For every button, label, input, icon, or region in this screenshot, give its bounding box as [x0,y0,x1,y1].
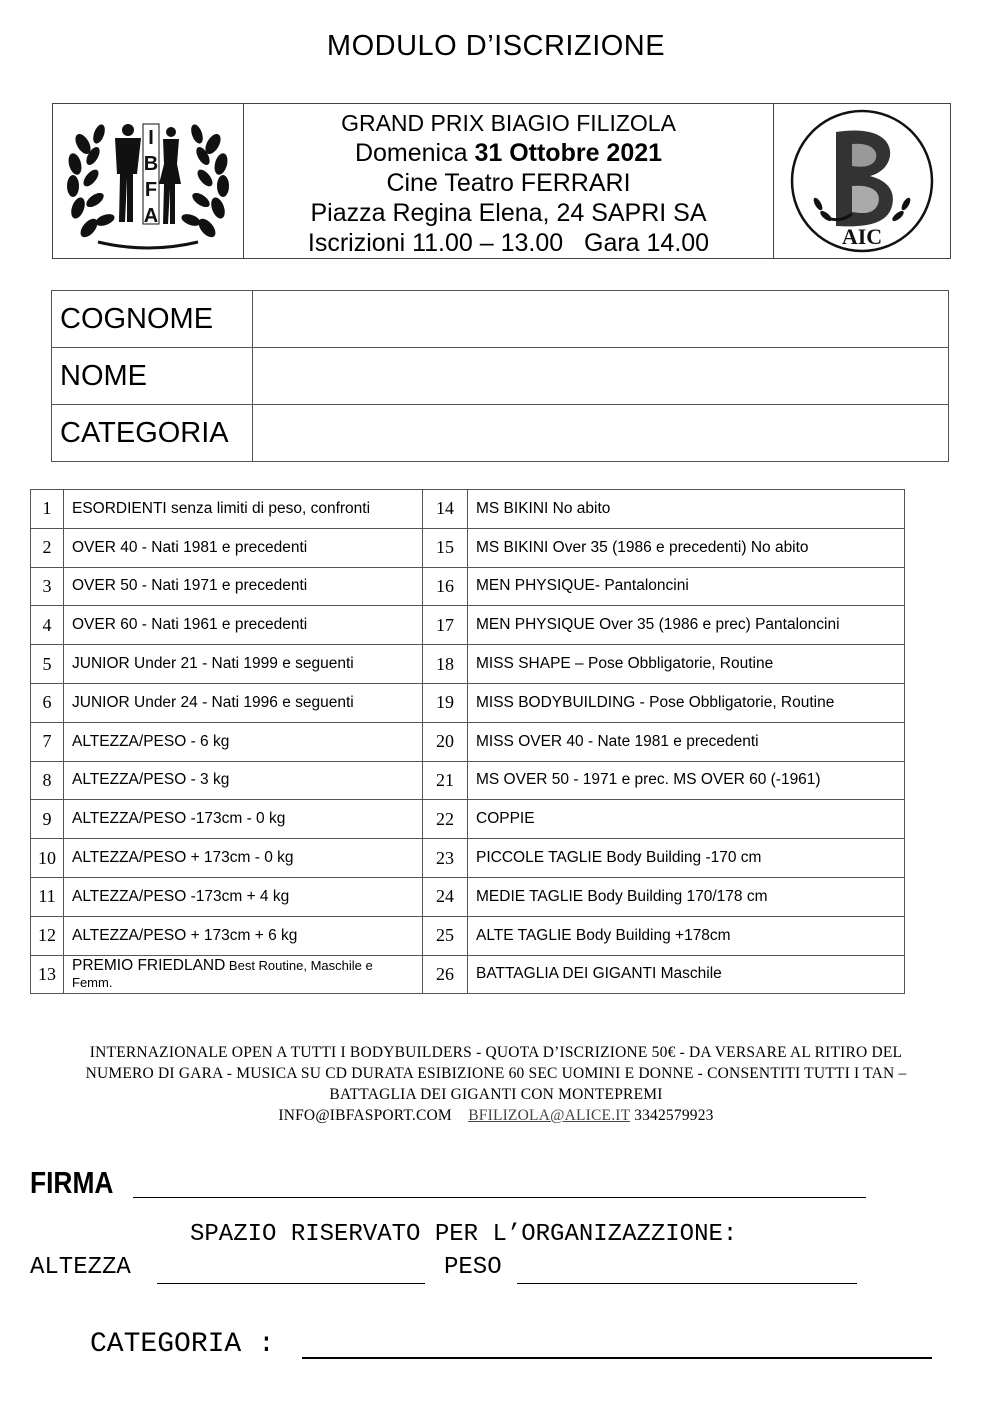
event-header [52,103,951,259]
category-row [31,761,905,800]
category-name: MISS BODYBUILDING - Pose Obbligatorie, Routine [468,683,905,722]
categoria-field[interactable] [253,405,949,462]
category-name: ALTEZZA/PESO - 6 kg [64,722,423,761]
category-number: 5 [31,645,64,684]
category-row [31,683,905,722]
logo-letter: F [144,179,158,201]
logo-letter: A [143,205,159,227]
categories-table [30,489,905,994]
category-name: OVER 50 - Nati 1971 e precedenti [64,567,423,606]
info-line: NUMERO DI GARA - MUSICA SU CD DURATA ESIBIZIONE 60 SEC UOMINI E DONNE - CONSENTITI TUTTI I TAN – [85,1065,907,1082]
category-number: 23 [423,839,468,878]
category-number: 19 [423,683,468,722]
category-number: 6 [31,683,64,722]
page-title: MODULO D’ISCRIZIONE [326,30,666,62]
organization-label: SPAZIO RISERVATO PER L’ORGANIZAZZIONE: [190,1221,738,1248]
field-row-cognome [52,291,949,348]
categoria-org-label: CATEGORIA : [90,1329,275,1360]
category-number: 24 [423,877,468,916]
categoria-label: CATEGORIA [52,405,253,462]
aic-logo-text: AIC [841,224,883,249]
nome-field[interactable] [253,348,949,405]
category-number: 26 [423,955,468,994]
category-number: 15 [423,528,468,567]
event-info [244,104,774,258]
event-address: Piazza Regina Elena, 24 SAPRI SA [310,199,707,227]
category-number: 10 [31,839,64,878]
categoria-org-field-line[interactable] [302,1357,932,1359]
info-line: INTERNAZIONALE OPEN A TUTTI I BODYBUILDERS - QUOTA D’ISCRIZIONE 50€ - DA VERSARE AL RITIRO DEL [89,1044,903,1061]
event-date-bold: 31 Ottobre 2021 [474,139,663,167]
category-name: PICCOLE TAGLIE Body Building -170 cm [468,839,905,878]
category-name: MS OVER 50 - 1971 e prec. MS OVER 60 (-1961) [468,761,905,800]
category-name: MEN PHYSIQUE- Pantaloncini [468,567,905,606]
event-date [244,138,773,168]
cognome-field[interactable] [253,291,949,348]
category-number: 14 [423,490,468,529]
category-number: 13 [31,955,64,994]
aic-logo [774,104,950,258]
email-filizola-link[interactable]: BFILIZOLA@ALICE.IT [468,1107,631,1124]
category-number: 17 [423,606,468,645]
category-row [31,800,905,839]
category-name: MS BIKINI Over 35 (1986 e precedenti) No abito [468,528,905,567]
category-name: JUNIOR Under 24 - Nati 1996 e seguenti [64,683,423,722]
info-line: BATTAGLIA DEI GIGANTI CON MONTEPREMI [329,1086,663,1103]
logo-letter: I [148,127,154,149]
firma-label: FIRMA [30,1165,114,1200]
category-number: 16 [423,567,468,606]
event-schedule: Iscrizioni 11.00 – 13.00 Gara 14.00 [307,229,710,257]
category-number: 7 [31,722,64,761]
category-name: ESORDIENTI senza limiti di peso, confronti [64,490,423,529]
category-name: ALTEZZA/PESO + 173cm + 6 kg [64,916,423,955]
category-name-main: PREMIO FRIEDLAND [72,957,226,975]
category-number: 21 [423,761,468,800]
category-name: MEDIE TAGLIE Body Building 170/178 cm [468,877,905,916]
ibfa-laurel-logo-icon [53,104,243,258]
category-row [31,955,905,994]
category-number: 18 [423,645,468,684]
category-name: BATTAGLIA DEI GIGANTI Maschile [468,955,905,994]
logo-letter: B [143,153,159,175]
category-row [31,916,905,955]
aic-seal-logo-icon [774,104,950,258]
category-name: ALTEZZA/PESO -173cm - 0 kg [64,800,423,839]
info-text [40,1042,952,1126]
category-number: 3 [31,567,64,606]
category-name: JUNIOR Under 21 - Nati 1999 e seguenti [64,645,423,684]
category-row [31,606,905,645]
category-name [64,955,423,994]
category-number: 9 [31,800,64,839]
category-number: 12 [31,916,64,955]
event-name: GRAND PRIX BIAGIO FILIZOLA [341,110,676,136]
altezza-field-line[interactable] [157,1283,425,1284]
category-row [31,722,905,761]
category-name: MS BIKINI No abito [468,490,905,529]
category-row [31,877,905,916]
category-number: 11 [31,877,64,916]
category-number: 4 [31,606,64,645]
category-number: 22 [423,800,468,839]
category-name: MISS OVER 40 - Nate 1981 e precedenti [468,722,905,761]
category-row [31,490,905,529]
field-row-nome [52,348,949,405]
firma-signature-line[interactable] [133,1197,866,1198]
category-row [31,528,905,567]
nome-label: NOME [52,348,253,405]
category-name: ALTEZZA/PESO - 3 kg [64,761,423,800]
category-name: OVER 40 - Nati 1981 e precedenti [64,528,423,567]
category-name: COPPIE [468,800,905,839]
event-date-prefix: Domenica [354,139,475,167]
category-name: ALTE TAGLIE Body Building +178cm [468,916,905,955]
category-number: 8 [31,761,64,800]
category-number: 25 [423,916,468,955]
contact-line [40,1105,952,1126]
category-number: 1 [31,490,64,529]
category-name: MISS SHAPE – Pose Obbligatorie, Routine [468,645,905,684]
category-row [31,839,905,878]
ibfa-logo [53,104,244,258]
category-name-note: Best Routine, Maschile e Femm. [72,958,373,991]
category-name: ALTEZZA/PESO -173cm + 4 kg [64,877,423,916]
category-number: 2 [31,528,64,567]
category-row [31,645,905,684]
category-row [31,567,905,606]
category-name: ALTEZZA/PESO + 173cm - 0 kg [64,839,423,878]
cognome-label: COGNOME [52,291,253,348]
peso-field-line[interactable] [517,1283,857,1284]
field-row-categoria [52,405,949,462]
personal-data-table [51,290,949,462]
category-name: MEN PHYSIQUE Over 35 (1986 e prec) Pantaloncini [468,606,905,645]
category-name: OVER 60 - Nati 1961 e precedenti [64,606,423,645]
peso-label: PESO [444,1254,502,1281]
altezza-label: ALTEZZA [30,1254,131,1281]
email-ibfa: INFO@IBFASPORT.COM [278,1107,452,1124]
phone-number: 3342579923 [634,1107,714,1124]
event-venue: Cine Teatro FERRARI [386,169,631,197]
category-number: 20 [423,722,468,761]
